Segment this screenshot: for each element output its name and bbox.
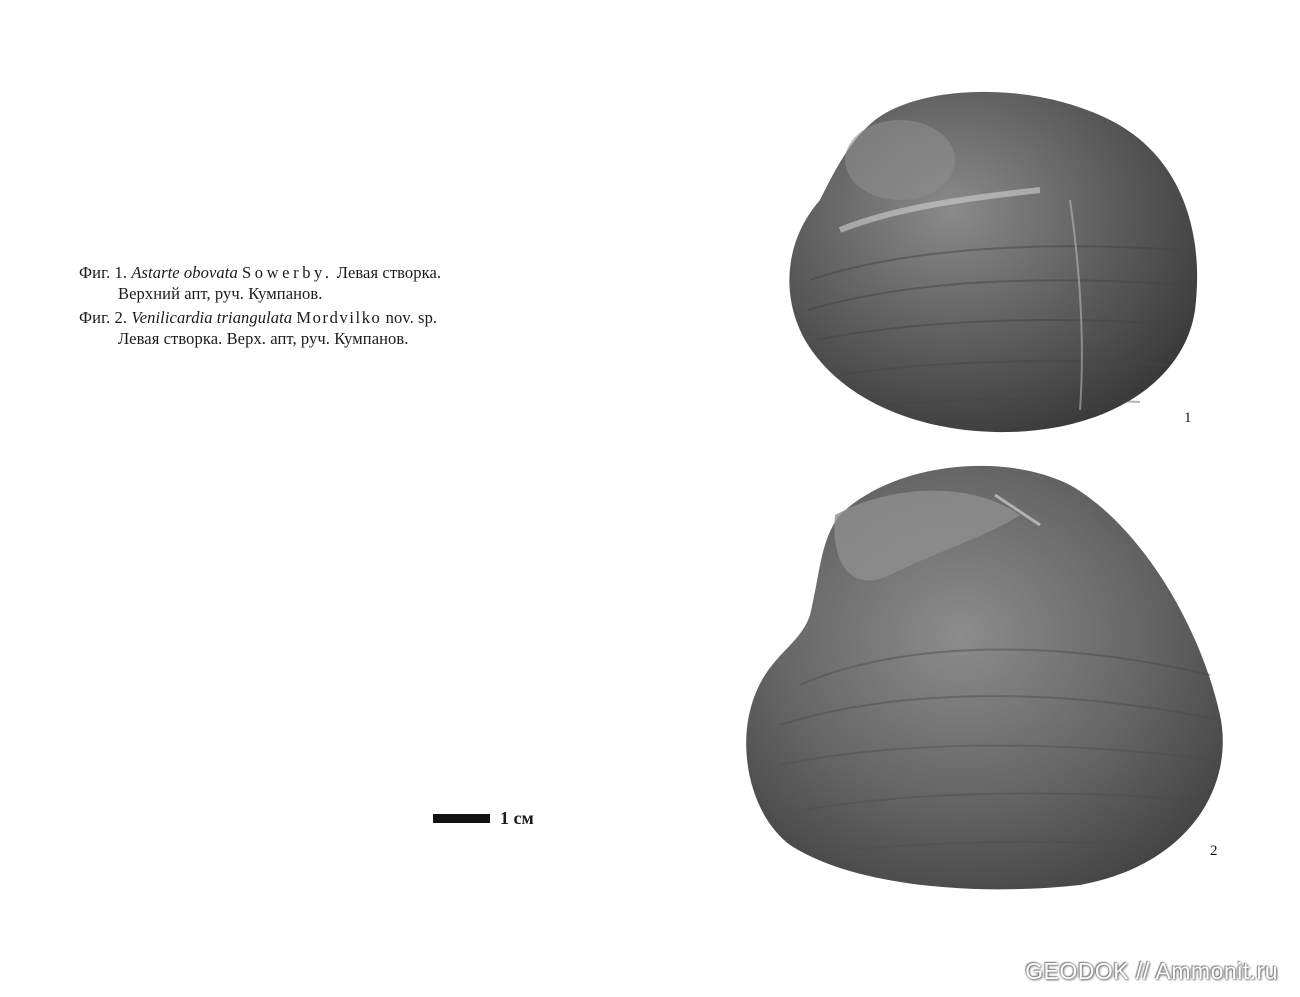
caption-fig2-author: Mordvilko [296,308,382,327]
caption-fig1-author: Sowerby. [242,263,333,282]
caption-fig2-species: Venilicardia triangulata [131,308,293,327]
caption-fig1-label: Фиг. 1. [79,263,128,282]
figure-number-2: 2 [1210,843,1218,859]
shell-photo-1 [780,80,1210,440]
caption-fig2-label: Фиг. 2. [79,308,128,327]
caption-fig2 [79,307,599,349]
caption-fig2-line2: Левая створка. Верх. апт, руч. Кумпанов. [118,329,409,348]
scale-bar-label: 1 см [500,807,534,828]
shell-photo-2 [740,455,1230,895]
figure-caption [79,262,599,352]
caption-fig1-line2: Верхний апт, руч. Кумпанов. [118,284,323,303]
caption-fig1 [79,262,599,304]
watermark: GEODOK // Ammonit.ru [1025,958,1278,984]
caption-fig1-species: Astarte obovata [131,263,238,282]
caption-fig2-rest: nov. sp. [385,308,438,327]
scale-bar [433,805,534,831]
caption-fig1-rest: Левая створка. [336,263,442,282]
scale-bar-line [433,814,490,823]
figure-number-1: 1 [1184,410,1192,426]
